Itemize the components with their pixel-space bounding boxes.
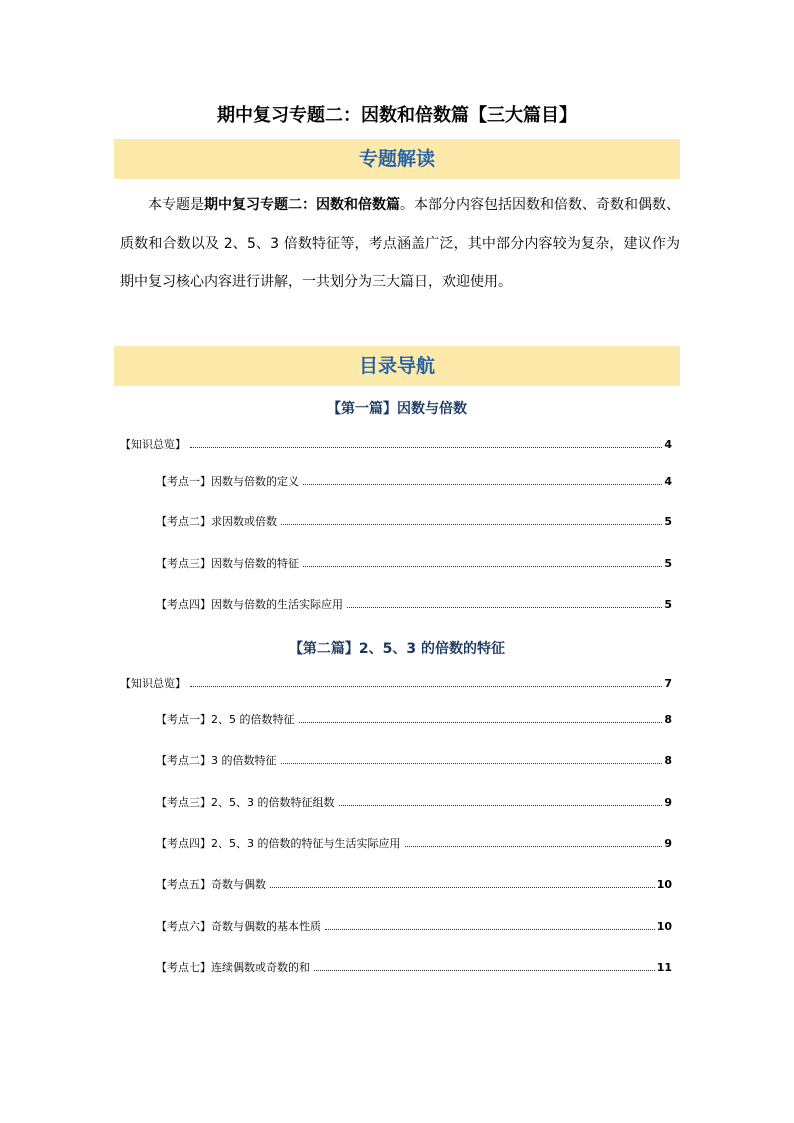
toc-tag: 【考点一】 [156, 713, 211, 726]
toc-page: 4 [664, 438, 672, 451]
toc-tag: 【考点二】 [156, 754, 211, 767]
toc-entry-part2-6[interactable] [156, 919, 672, 935]
toc-leader [325, 928, 655, 930]
section-band-intro: 专题解读 [114, 139, 680, 179]
toc-leader [281, 762, 663, 764]
toc-leader [303, 483, 662, 485]
toc-label: 【知识总览】 [120, 677, 186, 690]
toc-leader [190, 685, 662, 687]
toc-page: 9 [664, 837, 672, 850]
toc-text: 因数与倍数的定义 [211, 475, 299, 488]
toc-text: 因数与倍数的生活实际应用 [211, 598, 343, 611]
intro-bold: 期中复习专题二：因数和倍数篇 [204, 197, 400, 213]
toc-page: 11 [656, 961, 672, 974]
toc-page: 5 [664, 557, 672, 570]
toc-entry-part2-3[interactable] [156, 795, 672, 811]
toc-page: 7 [664, 677, 672, 690]
toc-entry-part2-5[interactable] [156, 877, 672, 893]
toc-tag: 【考点一】 [156, 475, 211, 488]
toc-text: 2、5 的倍数特征 [211, 713, 295, 726]
toc-entry-part2-1[interactable] [156, 712, 672, 728]
toc-leader [339, 804, 663, 806]
toc-text: 因数与倍数的特征 [211, 557, 299, 570]
toc-entry-part1-1[interactable] [156, 474, 672, 490]
toc-tag: 【考点六】 [156, 920, 211, 933]
toc-entry-part1-2[interactable] [156, 514, 672, 530]
toc-leader [270, 886, 655, 888]
toc-part2-heading: 【第二篇】2、5、3 的倍数的特征 [288, 641, 506, 657]
toc-tag: 【考点二】 [156, 515, 211, 528]
toc-entry-part1-4[interactable] [156, 597, 672, 613]
toc-tag: 【考点四】 [156, 837, 211, 850]
toc-entry-part1-overview[interactable] [120, 437, 672, 453]
toc-text: 连续偶数或奇数的和 [211, 961, 310, 974]
toc-entry-part1-3[interactable] [156, 556, 672, 572]
toc-entry-part2-4[interactable] [156, 836, 672, 852]
toc-page: 10 [656, 920, 672, 933]
intro-rest: 。本部分内容包括因数和倍数、奇数和偶数、质数和合数以及 2、5、3 倍数特征等，考点涵盖广泛，其中部分内容较为复杂，建议作为期中复习核心内容进行讲解，一共划分为三大篇日，欢迎使用。 [120, 197, 680, 290]
toc-tag: 【考点七】 [156, 961, 211, 974]
toc-leader [281, 523, 662, 525]
toc-page: 5 [664, 515, 672, 528]
toc-leader [314, 969, 655, 971]
toc-page: 8 [664, 713, 672, 726]
toc-text: 求因数或倍数 [211, 515, 277, 528]
toc-leader [347, 606, 662, 608]
toc-entry-part2-2[interactable] [156, 753, 672, 769]
toc-leader [405, 845, 663, 847]
toc-tag: 【考点三】 [156, 796, 211, 809]
toc-tag: 【考点五】 [156, 878, 211, 891]
intro-paragraph [120, 186, 680, 302]
toc-page: 8 [664, 754, 672, 767]
intro-lead: 本专题是 [148, 197, 204, 213]
toc-text: 2、5、3 的倍数特征组数 [211, 796, 335, 809]
toc-tag: 【考点四】 [156, 598, 211, 611]
toc-page: 9 [664, 796, 672, 809]
toc-text: 3 的倍数特征 [211, 754, 277, 767]
toc-part1-heading: 【第一篇】因数与倍数 [327, 401, 467, 417]
toc-text: 奇数与偶数 [211, 878, 266, 891]
toc-page: 4 [664, 475, 672, 488]
page-title: 期中复习专题二：因数和倍数篇【三大篇目】 [217, 105, 577, 126]
toc-page: 5 [664, 598, 672, 611]
toc-text: 2、5、3 的倍数的特征与生活实际应用 [211, 837, 401, 850]
toc-leader [299, 721, 663, 723]
toc-leader [190, 446, 662, 448]
toc-entry-part2-7[interactable] [156, 960, 672, 976]
toc-page: 10 [656, 878, 672, 891]
toc-leader [303, 565, 662, 567]
toc-label: 【知识总览】 [120, 438, 186, 451]
toc-text: 奇数与偶数的基本性质 [211, 920, 321, 933]
section-band-toc: 目录导航 [114, 346, 680, 386]
toc-entry-part2-overview[interactable] [120, 676, 672, 692]
toc-tag: 【考点三】 [156, 557, 211, 570]
